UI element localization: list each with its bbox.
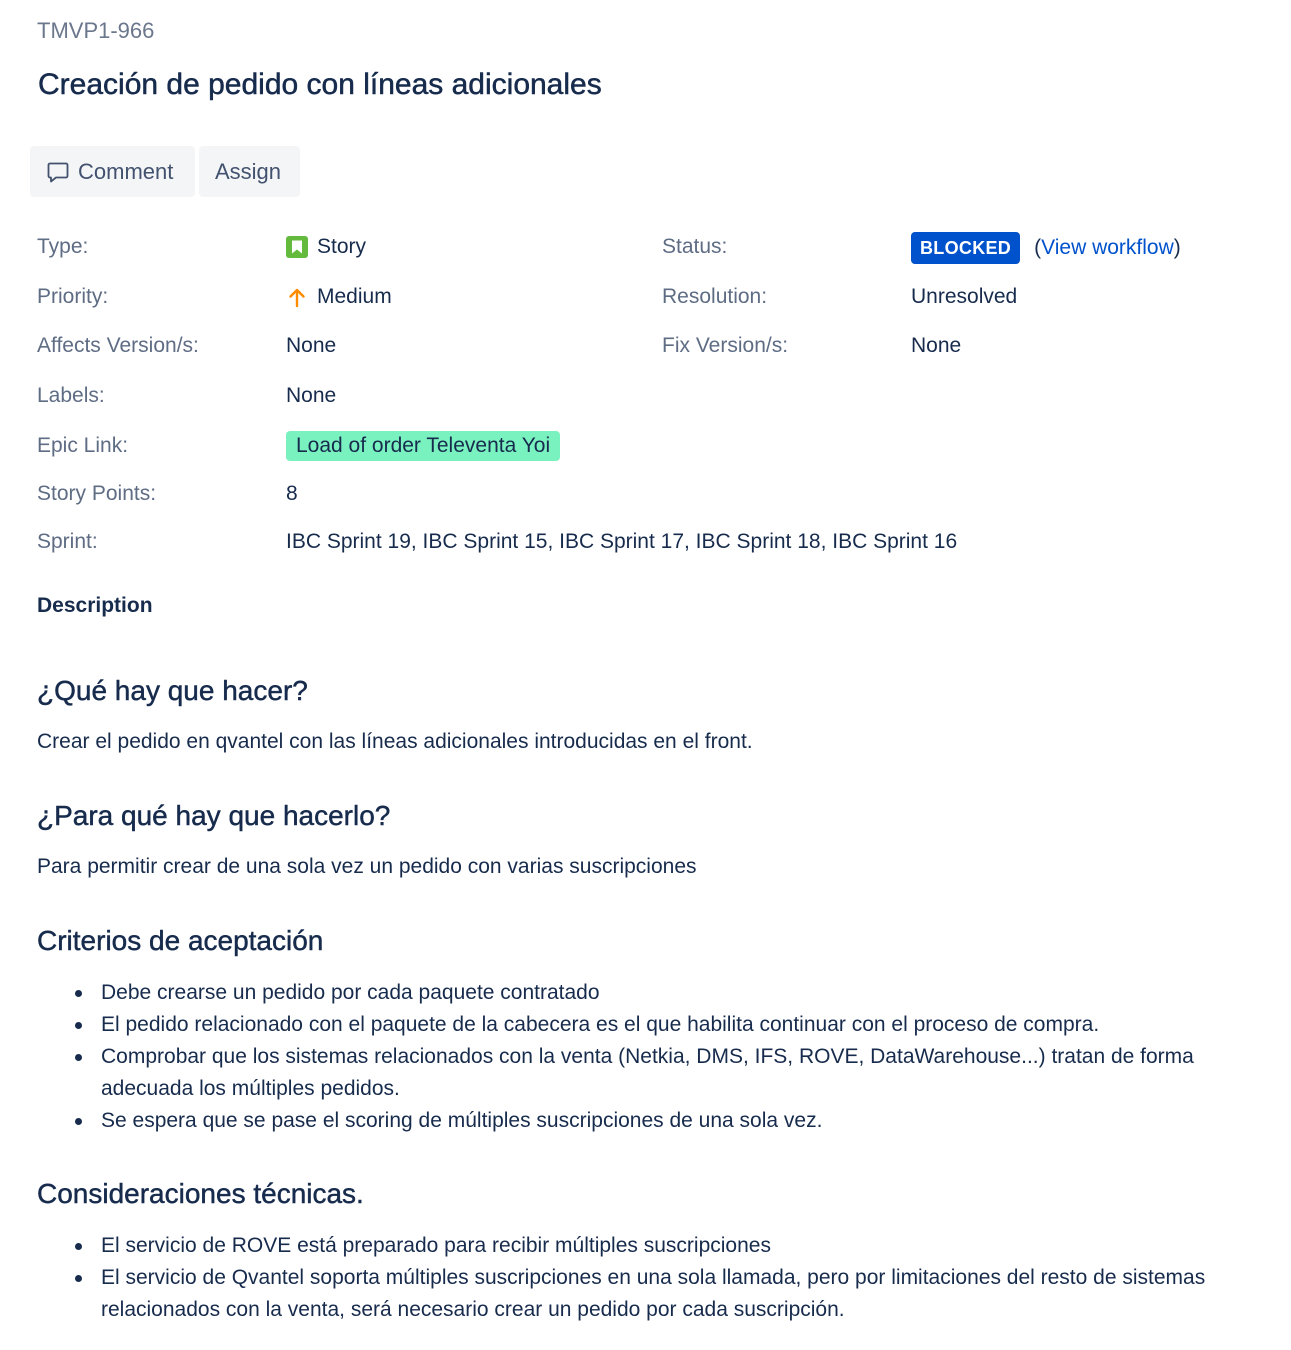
assign-button-label: Assign — [215, 158, 282, 184]
list-item: Debe crearse un pedido por cada paquete contratado — [37, 977, 1247, 1009]
workflow-open-paren: ( — [1034, 236, 1042, 259]
sprint-value: IBC Sprint 19, IBC Sprint 15, IBC Sprint 17, IBC Sprint 18, IBC Sprint 16 — [286, 530, 958, 553]
list-item: El pedido relacionado con el paquete de la cabecera es el que habilita continuar con el proceso de compra. — [37, 1009, 1247, 1041]
list-item: El servicio de Qvantel soporta múltiples suscripciones en una sola llamada, pero por limitaciones del resto de sistemas relacionados con la venta, será necesario crear un pedido por cada suscripción. — [37, 1262, 1247, 1326]
comment-button-label: Comment — [78, 158, 174, 184]
description-label: Description — [37, 594, 153, 617]
why-heading: ¿Para qué hay que hacerlo? — [37, 800, 391, 831]
type-value-text: Story — [317, 235, 367, 258]
type-value — [286, 232, 366, 262]
story-points-value: 8 — [286, 482, 298, 505]
status-label: Status: — [662, 235, 728, 258]
labels-label: Labels: — [37, 384, 105, 407]
technical-considerations-heading: Consideraciones técnicas. — [37, 1178, 364, 1209]
affects-version-value: None — [286, 334, 337, 357]
type-label: Type: — [37, 235, 89, 258]
priority-medium-icon — [286, 286, 308, 308]
status-value — [911, 232, 1181, 264]
why-text: Para permitir crear de una sola vez un pedido con varias suscripciones — [37, 855, 697, 878]
comment-icon — [46, 160, 70, 184]
fix-version-label: Fix Version/s: — [662, 334, 789, 357]
fix-version-value: None — [911, 334, 962, 357]
story-icon — [286, 236, 308, 258]
epic-link-lozenge[interactable]: Load of order Televenta Yoi — [286, 431, 560, 461]
sprint-label: Sprint: — [37, 530, 98, 553]
view-workflow-link[interactable]: View workflow — [1041, 236, 1174, 259]
acceptance-criteria-heading: Criterios de aceptación — [37, 925, 324, 956]
status-badge: BLOCKED — [911, 232, 1020, 264]
what-text: Crear el pedido en qvantel con las líneas adicionales introducidas en el front. — [37, 730, 753, 753]
what-heading: ¿Qué hay que hacer? — [37, 675, 308, 706]
priority-value-text: Medium — [317, 285, 392, 308]
comment-button[interactable] — [30, 146, 195, 197]
priority-value — [286, 282, 392, 312]
acceptance-criteria-list — [37, 977, 1247, 1137]
labels-value: None — [286, 384, 337, 407]
story-points-label: Story Points: — [37, 482, 157, 505]
assign-button[interactable] — [199, 146, 300, 197]
workflow-close-paren: ) — [1173, 236, 1181, 259]
affects-version-label: Affects Version/s: — [37, 334, 199, 357]
list-item: El servicio de ROVE está preparado para recibir múltiples suscripciones — [37, 1230, 1247, 1262]
epic-link-value — [286, 431, 560, 461]
technical-considerations-list — [37, 1230, 1247, 1326]
issue-key[interactable]: TMVP1-966 — [37, 18, 155, 43]
issue-toolbar — [30, 146, 300, 197]
priority-label: Priority: — [37, 285, 109, 308]
list-item: Se espera que se pase el scoring de múltiples suscripciones de una sola vez. — [37, 1105, 1247, 1137]
list-item: Comprobar que los sistemas relacionados con la venta (Netkia, DMS, IFS, ROVE, DataWarehouse...) tratan de forma adecuada los múltiples pedidos. — [37, 1041, 1247, 1105]
resolution-label: Resolution: — [662, 285, 768, 308]
issue-title: Creación de pedido con líneas adicionales — [38, 68, 602, 101]
epic-link-label: Epic Link: — [37, 434, 129, 457]
view-workflow — [1034, 233, 1181, 263]
resolution-value: Unresolved — [911, 285, 1018, 308]
